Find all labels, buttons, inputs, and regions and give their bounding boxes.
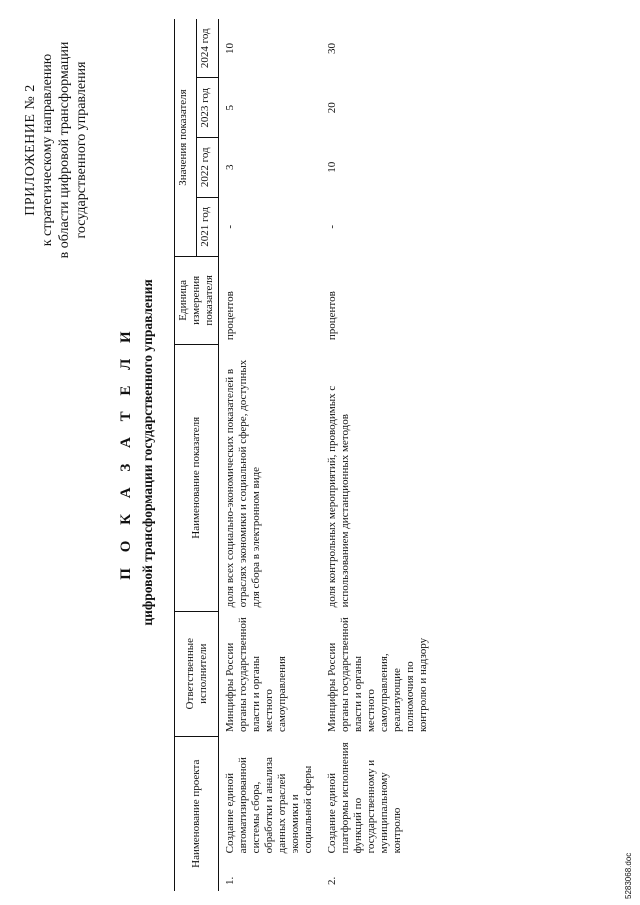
header-year: 2021 год xyxy=(197,197,219,257)
header-indicator: Наименование показателя xyxy=(175,344,219,611)
document-id: 5283068.doc xyxy=(624,852,633,899)
row-value: - xyxy=(326,224,338,229)
row-index: 1. xyxy=(224,876,236,885)
header-unit: Единица измерения показателя xyxy=(175,257,219,345)
page-subtitle: цифровой трансформации государственного управления xyxy=(140,279,155,626)
appendix-line: в области цифровой трансформации xyxy=(57,41,72,259)
row-indicator: доля всех социально-экономических показателей в отраслях экономики и социальной сфере, доступных для сбора в электронном виде xyxy=(224,359,262,608)
page-title: П О К А З А Т Е Л И xyxy=(118,325,134,580)
row-executors: Минцифры России органы государственной власти и органы местного самоуправления, реализующие полномочия по контролю и надзору xyxy=(326,617,429,733)
header-year: 2023 год xyxy=(197,78,219,138)
table-row xyxy=(321,19,436,891)
header-values: Значения показателя xyxy=(175,19,197,257)
appendix-block xyxy=(22,5,90,295)
row-value: 10 xyxy=(224,43,236,54)
appendix-line: государственного управления xyxy=(74,61,89,239)
header-year: 2024 год xyxy=(197,19,219,78)
row-value: 3 xyxy=(224,164,236,171)
table-row xyxy=(219,19,322,891)
row-indicator: доля контрольных мероприятий, проводимых с использованием дистанционных методов xyxy=(326,385,351,608)
header-executors: Ответственные исполнители xyxy=(175,611,219,736)
row-executors: Минцифры России органы государственной власти и органы местного самоуправления xyxy=(224,617,288,733)
row-value: 5 xyxy=(224,105,236,111)
row-value: 20 xyxy=(326,102,338,114)
row-project: Создание единой автоматизированной системы сбора, обработки и анализа данных отраслей экономики и социальной сферы xyxy=(224,757,314,854)
row-value: 10 xyxy=(326,161,338,173)
appendix-title: ПРИЛОЖЕНИЕ № 2 xyxy=(23,84,38,216)
row-unit: процентов xyxy=(224,291,236,341)
row-index: 2. xyxy=(326,876,338,885)
row-project: Создание единой платформы исполнения функций по государственному и муниципальному контролю xyxy=(326,742,403,854)
row-value: 30 xyxy=(326,43,338,54)
indicators-table xyxy=(174,19,436,891)
header-year: 2022 год xyxy=(197,138,219,198)
header-project: Наименование проекта xyxy=(175,736,219,891)
appendix-line: к стратегическому направлению xyxy=(40,53,55,247)
row-unit: процентов xyxy=(326,291,338,341)
row-value: - xyxy=(224,224,236,229)
